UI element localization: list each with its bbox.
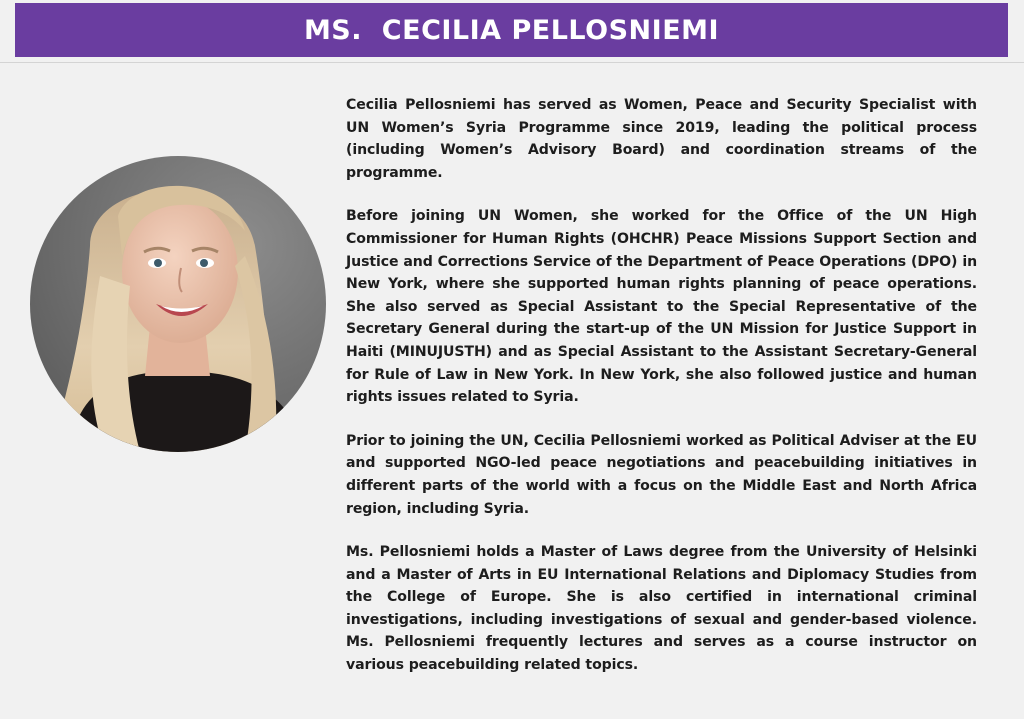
bio-paragraph: Cecilia Pellosniemi has served as Women, Peace and Security Specialist with UN Women’s Syria Programme since 2019, leading the political process (including Women’s Advisory Board) and coordination streams of the programme.	[346, 97, 977, 181]
bio-paragraph: Before joining UN Women, she worked for the Office of the UN High Commissioner for Human Rights (OHCHR) Peace Missions Support Section and Justice and Corrections Service of the Department of Peace Operations (DPO) in New York, where she supported human rights planning of peace operations. She also served as Special Assistant to the Special Representative of the Secretary General during the start-up of the UN Mission for Justice Support in Haiti (MINUJUSTH) and as Special Assistant to the Assistant Secretary-General for Rule of Law in New York. In New York, she also followed justice and human rights issues related to Syria.	[346, 208, 977, 406]
divider	[0, 62, 1024, 63]
bio-paragraph: Prior to joining the UN, Cecilia Pellosniemi worked as Political Adviser at the EU and supported NGO-led peace negotiations and peacebuilding initiatives in different parts of the world with a focus on the Middle East and North Africa region, including Syria.	[346, 432, 977, 517]
bio-paragraph: Ms. Pellosniemi holds a Master of Laws degree from the University of Helsinki and a Master of Arts in EU International Relations and Diplomacy Studies from the College of Europe. She is also certified in international criminal investigations, including investigations of sexual and gender-based violence. Ms. Pellosniemi frequently lectures and serves as a course instructor on various peacebuilding related topics.	[346, 544, 977, 674]
biography	[346, 94, 977, 698]
page-title: MS. CECILIA PELLOSNIEMI	[303, 14, 720, 46]
profile-photo	[30, 156, 326, 452]
title-banner	[15, 3, 1008, 57]
person-photo-icon	[30, 156, 326, 452]
